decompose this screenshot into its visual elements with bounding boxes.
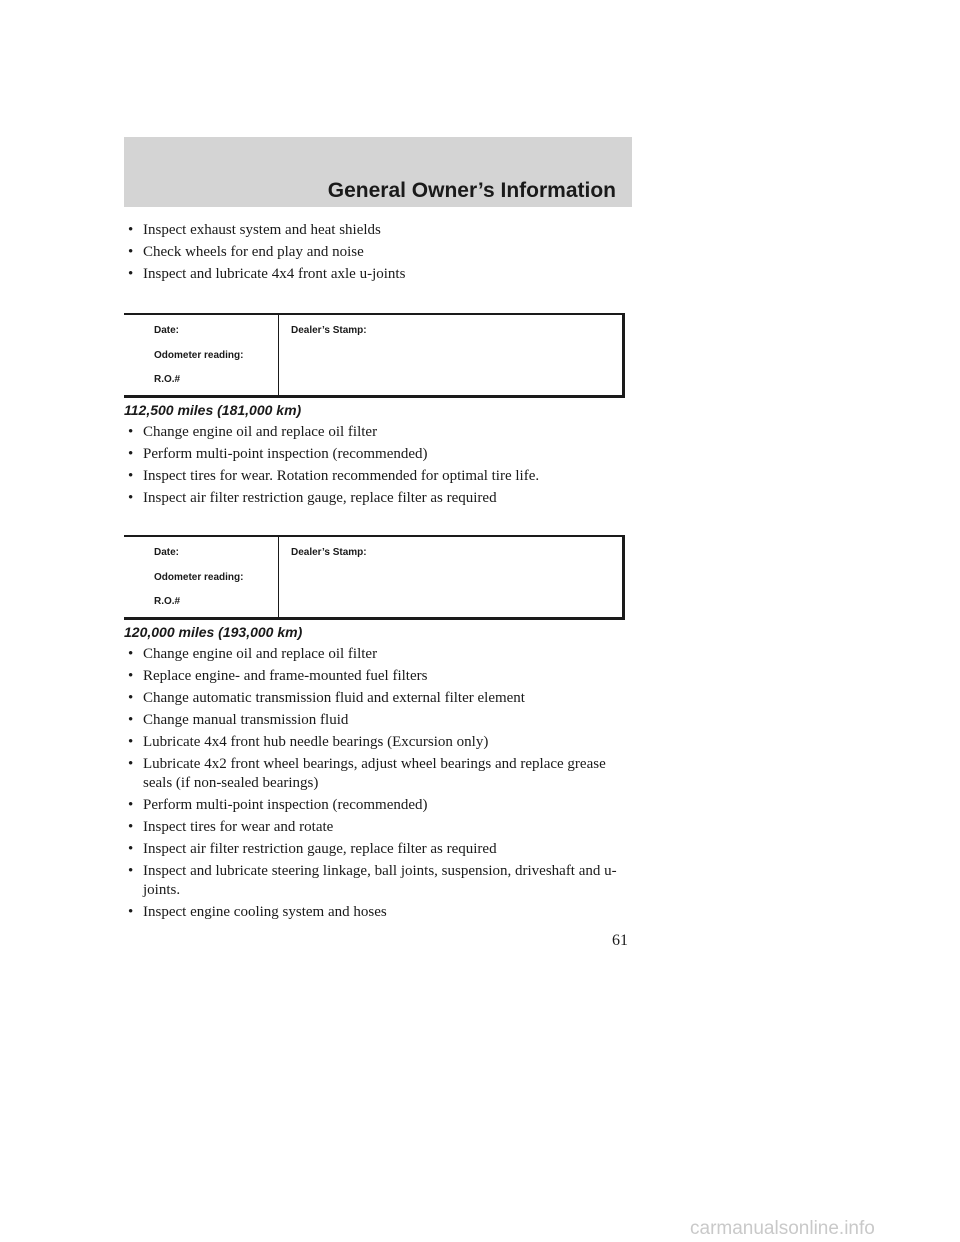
section-heading: 112,500 miles (181,000 km) <box>124 402 302 418</box>
bullet-icon: • <box>128 734 134 750</box>
list-item: • Inspect tires for wear and rotate <box>128 819 334 835</box>
bullet-icon: • <box>128 646 134 662</box>
watermark: carmanualsonline.info <box>690 1218 875 1239</box>
bullet-icon: • <box>128 797 134 813</box>
bullet-icon: • <box>128 468 134 484</box>
bullet-icon: • <box>128 490 134 506</box>
section-heading: 120,000 miles (193,000 km) <box>124 624 303 640</box>
list-item: • Inspect air filter restriction gauge, replace filter as required <box>128 490 497 506</box>
bullet-icon: • <box>128 819 134 835</box>
ro-label: R.O.# <box>154 596 181 607</box>
service-record-box <box>124 313 625 398</box>
ro-label: R.O.# <box>154 374 181 385</box>
bullet-icon: • <box>128 841 134 857</box>
bullet-icon: • <box>128 756 134 772</box>
bullet-icon: • <box>128 446 134 462</box>
list-item: • Check wheels for end play and noise <box>128 244 364 260</box>
service-record-box <box>124 535 625 620</box>
list-item: • Inspect and lubricate 4x4 front axle u-joints <box>128 266 406 282</box>
bullet-icon: • <box>128 904 134 920</box>
bullet-icon: • <box>128 244 134 260</box>
bullet-icon: • <box>128 712 134 728</box>
list-item: • Perform multi-point inspection (recommended) <box>128 797 428 813</box>
list-item: • Change engine oil and replace oil filter <box>128 646 378 662</box>
list-item: • Inspect and lubricate steering linkage, ball joints, suspension, driveshaft and u-joints. <box>128 863 617 898</box>
list-item: • Inspect tires for wear. Rotation recommended for optimal tire life. <box>128 468 540 484</box>
maintenance-list-112500 <box>128 423 638 511</box>
list-item: • Perform multi-point inspection (recommended) <box>128 446 428 462</box>
list-item: • Change automatic transmission fluid and external filter element <box>128 690 525 706</box>
date-label: Date: <box>154 325 180 336</box>
list-item: • Inspect exhaust system and heat shields <box>128 222 381 238</box>
list-item: • Change engine oil and replace oil filter <box>128 424 378 440</box>
list-item: • Inspect air filter restriction gauge, replace filter as required <box>128 841 497 857</box>
header-band <box>124 137 632 207</box>
dealer-stamp-label: Dealer’s Stamp: <box>291 325 367 336</box>
bullet-icon: • <box>128 266 134 282</box>
maintenance-list-120000 <box>128 645 638 925</box>
bullet-icon: • <box>128 668 134 684</box>
bullet-icon: • <box>128 690 134 706</box>
bullet-icon: • <box>128 424 134 440</box>
list-item: • Lubricate 4x2 front wheel bearings, adjust wheel bearings and replace grease seals (if non-sealed bearings) <box>128 756 606 791</box>
bullet-icon: • <box>128 863 134 879</box>
bullet-icon: • <box>128 222 134 238</box>
record-divider <box>278 537 279 617</box>
list-item: • Inspect engine cooling system and hoses <box>128 904 387 920</box>
odometer-label: Odometer reading: <box>154 572 244 583</box>
maintenance-list-prev <box>128 221 638 287</box>
record-divider <box>278 315 279 395</box>
list-item: • Change manual transmission fluid <box>128 712 349 728</box>
section-title: General Owner’s Information <box>327 179 616 202</box>
dealer-stamp-label: Dealer’s Stamp: <box>291 547 367 558</box>
list-item: • Lubricate 4x4 front hub needle bearings (Excursion only) <box>128 734 489 750</box>
odometer-label: Odometer reading: <box>154 350 244 361</box>
list-item: • Replace engine- and frame-mounted fuel filters <box>128 668 428 684</box>
date-label: Date: <box>154 547 180 558</box>
page-number: 61 <box>612 932 628 949</box>
